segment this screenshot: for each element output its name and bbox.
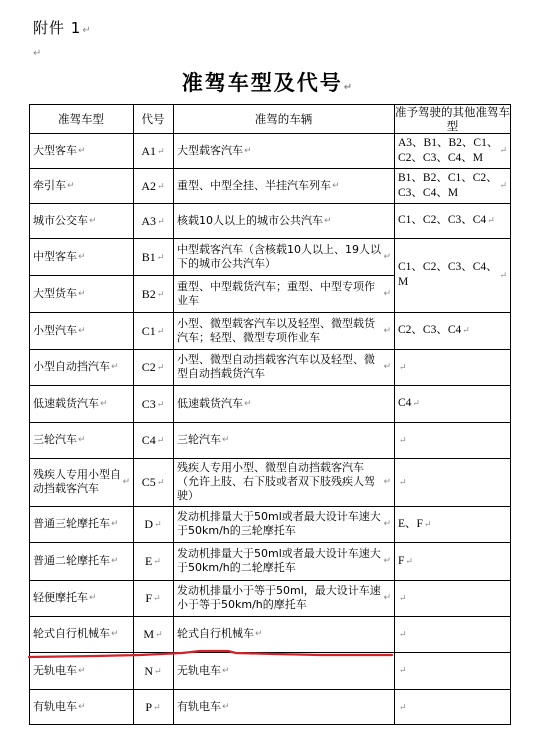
vehicle-type-cell-text: 小型汽车	[33, 323, 77, 337]
allowed-vehicles-cell	[173, 238, 394, 275]
other-types-cell	[394, 238, 511, 312]
allowed-vehicles-cell	[173, 458, 394, 506]
paragraph-mark: ↵	[399, 701, 407, 712]
allowed-vehicles-cell-text: 有轨电车	[177, 700, 221, 713]
paragraph-mark: ↵	[111, 556, 119, 566]
allowed-vehicles-cell-text: 残疾人专用小型、微型自动挡载客汽车（允许上肢、右下肢或者双下肢残疾人驾驶）	[177, 461, 375, 502]
vehicle-type-cell-text: 牵引车	[33, 178, 66, 192]
paragraph-mark: ↵	[89, 593, 97, 603]
paragraph-mark: ↵	[383, 288, 391, 299]
vehicle-type-cell-text: 中型客车	[33, 249, 77, 263]
paragraph-mark: ↵	[157, 180, 165, 191]
vehicle-type-cell-text: 普通三轮摩托车	[33, 517, 110, 530]
vehicle-type-cell-text: 小型自动挡汽车	[33, 360, 110, 373]
allowed-vehicles-cell-text: 低速载货汽车	[177, 396, 243, 410]
paragraph-mark: ↵	[423, 518, 432, 529]
code-cell-text: A3	[141, 213, 157, 228]
vehicle-type-cell	[29, 652, 133, 689]
allowed-vehicles-cell	[173, 616, 394, 652]
paragraph-mark: ↵	[399, 665, 407, 675]
paragraph-mark: ↵	[499, 269, 507, 280]
vehicle-type-cell	[29, 458, 133, 506]
vehicle-type-cell	[29, 312, 133, 349]
paragraph-mark: ↵	[156, 477, 165, 487]
code-cell	[133, 652, 173, 689]
header-code-text: 代号	[141, 111, 165, 126]
other-types-cell-text: B1、B2、C1、C2、C3、C4、M	[398, 171, 498, 199]
other-types-cell	[394, 542, 511, 580]
other-types-cell-text: C2、C3、C4	[398, 324, 462, 336]
code-cell-text: C5	[141, 475, 156, 489]
paragraph-mark: ↵	[399, 592, 407, 603]
allowed-vehicles-cell	[173, 349, 394, 385]
empty-paragraph-mark: ↵	[33, 48, 42, 59]
paragraph-mark: ↵	[156, 398, 165, 409]
allowed-vehicles-cell-text: 无轨电车	[177, 663, 221, 677]
paragraph-mark: ↵	[255, 629, 263, 639]
page-title: 准驾车型及代号↵	[181, 71, 355, 95]
code-cell-text: C3	[141, 396, 156, 411]
header-other-types-text: 准予驾驶的其他准驾车型	[395, 104, 510, 133]
allowed-vehicles-cell-text: 三轮汽车	[177, 433, 221, 446]
paragraph-mark: ↵	[67, 180, 75, 191]
vehicle-type-cell	[29, 238, 133, 275]
other-types-cell-text: C4	[398, 397, 412, 409]
code-cell-text: N	[144, 663, 154, 678]
allowed-vehicles-cell	[173, 422, 394, 458]
code-cell-text: C2	[141, 360, 156, 374]
paragraph-mark: ↵	[156, 251, 165, 262]
allowed-vehicles-cell-text: 轮式自行机械车	[177, 627, 254, 640]
code-cell	[133, 203, 173, 238]
paragraph-mark: ↵	[399, 434, 407, 445]
code-cell	[133, 542, 173, 580]
paragraph-mark: ↵	[222, 665, 230, 676]
paragraph-mark: ↵	[154, 665, 162, 676]
vehicle-type-cell	[29, 349, 133, 385]
paragraph-mark: ↵	[332, 180, 340, 191]
allowed-vehicles-cell-text: 中型载客汽车（含核载10人以上、19人以下的城市公共汽车）	[177, 242, 381, 270]
vehicle-type-cell	[29, 133, 133, 168]
vehicle-type-cell-text: 大型货车	[33, 286, 77, 300]
allowed-vehicles-cell	[173, 652, 394, 689]
paragraph-mark: ↵	[156, 362, 165, 372]
other-types-cell	[394, 203, 511, 238]
paragraph-mark: ↵	[153, 702, 161, 712]
allowed-vehicles-cell	[173, 542, 394, 580]
other-types-cell	[394, 458, 511, 506]
code-cell	[133, 689, 173, 725]
paragraph-mark: ↵	[111, 629, 119, 639]
paragraph-mark: ↵	[399, 628, 407, 639]
other-types-cell	[394, 580, 511, 616]
vehicle-type-cell-text: 三轮汽车	[33, 433, 77, 446]
allowed-vehicles-cell	[173, 385, 394, 422]
paragraph-mark: ↵	[155, 629, 163, 639]
paragraph-mark: ↵	[78, 435, 86, 445]
paragraph-mark: ↵	[383, 362, 391, 372]
allowed-vehicles-cell	[173, 168, 394, 203]
code-cell	[133, 506, 173, 542]
paragraph-mark: ↵	[399, 361, 407, 372]
paragraph-mark: ↵	[383, 251, 391, 262]
code-cell	[133, 238, 173, 275]
paragraph-mark: ↵	[487, 215, 495, 225]
allowed-vehicles-cell	[173, 580, 394, 616]
allowed-vehicles-cell	[173, 689, 394, 725]
code-cell	[133, 133, 173, 168]
paragraph-mark: ↵	[499, 145, 507, 155]
other-types-cell	[394, 385, 511, 422]
paragraph-mark: ↵	[383, 325, 391, 336]
code-cell-text: C4	[141, 433, 156, 447]
other-types-cell	[394, 652, 511, 689]
other-types-cell-text: A3、B1、B2、C1、C2、C3、C4、M	[398, 136, 499, 164]
code-cell-text: A1	[141, 143, 157, 158]
paragraph-mark: ↵	[100, 398, 108, 409]
paragraph-mark: ↵	[157, 215, 165, 226]
other-types-cell	[394, 312, 511, 349]
paragraph-mark: ↵	[78, 665, 86, 676]
vehicle-type-cell-text: 低速载货汽车	[33, 396, 99, 410]
paragraph-mark: ↵	[156, 435, 165, 445]
vehicle-type-cell-text: 残疾人专用小型自动挡载客汽车	[33, 468, 121, 495]
other-types-cell-text: F	[398, 554, 405, 567]
allowed-vehicles-cell-text: 重型、中型载货汽车；重型、中型专项作业车	[177, 279, 375, 307]
paragraph-mark: ↵	[222, 435, 230, 445]
vehicle-type-cell-text: 无轨电车	[33, 663, 77, 677]
paragraph-mark: ↵	[222, 702, 230, 712]
allowed-vehicles-cell-text: 重型、中型全挂、半挂汽车列车	[177, 178, 331, 192]
allowed-vehicles-cell	[173, 312, 394, 349]
header-vehicle-type	[29, 104, 133, 133]
paragraph-mark: ↵	[399, 476, 407, 487]
vehicle-type-cell	[29, 689, 133, 725]
other-types-cell	[394, 689, 511, 725]
allowed-vehicles-cell-text: 发动机排量大于50ml或者最大设计车速大于50km/h的三轮摩托车	[177, 510, 381, 537]
code-cell-text: M	[143, 627, 155, 641]
header-vehicle-type-text: 准驾车型	[58, 111, 104, 126]
paragraph-mark: ↵	[462, 325, 470, 335]
paragraph-mark: ↵	[111, 519, 119, 529]
code-cell-text: D	[144, 517, 154, 531]
other-types-cell-text: C1、C2、C3、C4、M	[398, 261, 498, 288]
paragraph-mark: ↵	[78, 145, 86, 156]
paragraph-mark: ↵	[156, 288, 165, 299]
code-cell-text: B2	[141, 286, 156, 301]
code-cell-text: B1	[141, 249, 156, 264]
paragraph-mark: ↵	[499, 180, 507, 190]
vehicle-class-table	[29, 104, 511, 725]
paragraph-mark: ↵	[154, 519, 162, 529]
allowed-vehicles-cell-text: 小型、微型载客汽车以及轻型、微型载货汽车；轻型、微型专项作业车	[177, 316, 375, 344]
allowed-vehicles-cell	[173, 506, 394, 542]
vehicle-type-cell	[29, 422, 133, 458]
paragraph-mark: ↵	[157, 145, 165, 156]
vehicle-type-cell-text: 普通二轮摩托车	[33, 554, 110, 567]
code-cell-text: F	[145, 591, 153, 605]
paragraph-mark: ↵	[122, 477, 130, 487]
allowed-vehicles-cell	[173, 203, 394, 238]
paragraph-mark: ↵	[78, 288, 86, 299]
code-cell	[133, 616, 173, 652]
other-types-cell-text: E、F	[398, 517, 423, 530]
paragraph-mark: ↵	[156, 325, 165, 336]
code-cell-text: A2	[141, 178, 157, 193]
other-types-cell	[394, 506, 511, 542]
other-types-cell-text: C1、C2、C3、C4	[398, 214, 487, 226]
vehicle-type-cell	[29, 168, 133, 203]
paragraph-mark: ↵	[89, 215, 97, 226]
paragraph-mark: ↵	[111, 362, 119, 372]
paragraph-mark: ↵	[383, 556, 391, 566]
code-cell	[133, 312, 173, 349]
code-cell	[133, 275, 173, 312]
paragraph-mark: ↵	[383, 593, 391, 603]
allowed-vehicles-cell-text: 小型、微型自动挡载客汽车以及轻型、微型自动挡载货汽车	[177, 353, 375, 380]
allowed-vehicles-cell	[173, 275, 394, 312]
vehicle-type-cell	[29, 275, 133, 312]
code-cell	[133, 349, 173, 385]
other-types-cell	[394, 168, 511, 203]
other-types-cell	[394, 616, 511, 652]
allowed-vehicles-cell-text: 核载10人以上的城市公共汽车	[177, 213, 323, 227]
paragraph-mark: ↵	[153, 556, 161, 566]
paragraph-mark: ↵	[383, 519, 391, 529]
paragraph-mark: ↵	[244, 398, 252, 409]
allowed-vehicles-cell-text: 发动机排量小于等于50ml，最大设计车速小于等于50km/h的摩托车	[177, 584, 381, 611]
code-cell-text: E	[145, 554, 153, 568]
vehicle-type-cell	[29, 203, 133, 238]
vehicle-type-cell	[29, 580, 133, 616]
paragraph-mark: ↵	[78, 325, 86, 336]
code-cell	[133, 458, 173, 506]
paragraph-mark: ↵	[383, 477, 391, 487]
paragraph-mark: ↵	[324, 215, 332, 226]
allowed-vehicles-cell-text: 大型载客汽车	[177, 143, 243, 157]
vehicle-type-cell	[29, 542, 133, 580]
header-allowed-vehicles-text: 准驾的车辆	[254, 111, 313, 126]
code-cell-text: C1	[141, 323, 156, 338]
allowed-vehicles-cell-text: 发动机排量大于50ml或者最大设计车速大于50km/h的二轮摩托车	[177, 547, 381, 574]
vehicle-type-cell-text: 城市公交车	[33, 213, 88, 227]
code-cell	[133, 168, 173, 203]
code-cell	[133, 385, 173, 422]
code-cell	[133, 422, 173, 458]
other-types-cell	[394, 422, 511, 458]
vehicle-type-cell-text: 大型客车	[33, 143, 77, 157]
vehicle-type-cell-text: 轮式自行机械车	[33, 627, 110, 640]
other-types-cell	[394, 133, 511, 168]
paragraph-mark: ↵	[78, 702, 86, 712]
vehicle-type-cell	[29, 616, 133, 652]
attachment-label: 附件 1↵	[33, 19, 92, 37]
vehicle-type-cell-text: 轻便摩托车	[33, 591, 88, 604]
allowed-vehicles-cell	[173, 133, 394, 168]
code-cell	[133, 580, 173, 616]
code-cell-text: P	[145, 700, 153, 714]
vehicle-type-cell	[29, 506, 133, 542]
paragraph-mark: ↵	[412, 398, 420, 408]
header-allowed-vehicles	[173, 104, 394, 133]
header-code	[133, 104, 173, 133]
other-types-cell	[394, 349, 511, 385]
vehicle-type-cell	[29, 385, 133, 422]
header-other-types	[394, 104, 511, 133]
vehicle-type-cell-text: 有轨电车	[33, 700, 77, 713]
paragraph-mark: ↵	[78, 251, 86, 262]
paragraph-mark: ↵	[153, 593, 161, 603]
paragraph-mark: ↵	[244, 145, 252, 156]
paragraph-mark: ↵	[405, 555, 413, 566]
